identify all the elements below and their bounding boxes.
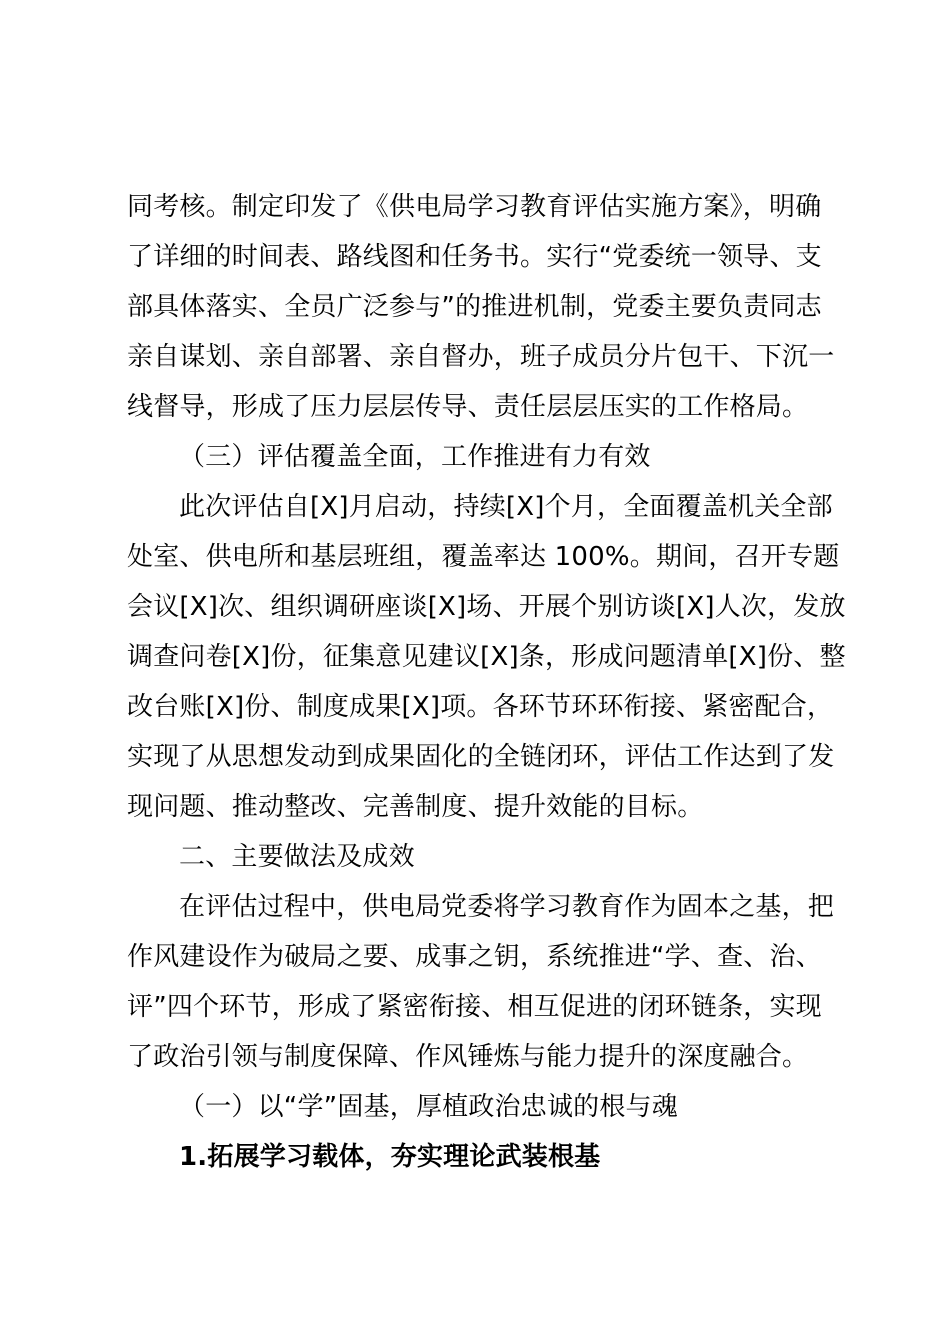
paragraph-line: 部具体落实、全员广泛参与”的推进机制，党委主要负责同志 (127, 292, 822, 322)
paragraph-line: 会议[X]次、组织调研座谈[X]场、开展个别访谈[X]人次，发放 (127, 592, 846, 622)
paragraph-line: 评”四个环节，形成了紧密衔接、相互促进的闭环链条，实现 (127, 992, 822, 1022)
paragraph-line: 了详细的时间表、路线图和任务书。实行“党委统一领导、支 (127, 242, 822, 272)
paragraph-line: 处室、供电所和基层班组，覆盖率达 100%。期间，召开专题 (127, 542, 840, 572)
paragraph-line: 此次评估自[X]月启动，持续[X]个月，全面覆盖机关全部 (179, 492, 833, 522)
paragraph-line: 亲自谋划、亲自部署、亲自督办，班子成员分片包干、下沉一 (127, 342, 835, 372)
paragraph-line: 改台账[X]份、制度成果[X]项。各环节环环衔接、紧密配合， (127, 692, 834, 722)
chapter-heading: 二、主要做法及成效 (179, 842, 415, 872)
paragraph-line: 实现了从思想发动到成果固化的全链闭环，评估工作达到了发 (127, 742, 835, 772)
subsection-heading: 1.拓展学习载体，夯实理论武装根基 (179, 1142, 601, 1172)
paragraph-line: 线督导，形成了压力层层传导、责任层层压实的工作格局。 (127, 392, 809, 422)
paragraph-line: 了政治引领与制度保障、作风锤炼与能力提升的深度融合。 (127, 1042, 809, 1072)
section-heading-1: （一）以“学”固基，厚植政治忠诚的根与魂 (179, 1092, 678, 1122)
paragraph-line: 同考核。制定印发了《供电局学习教育评估实施方案》，明确 (127, 192, 822, 222)
paragraph-line: 现问题、推动整改、完善制度、提升效能的目标。 (127, 792, 704, 822)
paragraph-line: 在评估过程中，供电局党委将学习教育作为固本之基，把 (179, 892, 835, 922)
paragraph-line: 调查问卷[X]份，征集意见建议[X]条，形成问题清单[X]份、整 (127, 642, 846, 672)
paragraph-line: 作风建设作为破局之要、成事之钥，系统推进“学、查、治、 (127, 942, 822, 972)
document-body (127, 182, 846, 1182)
section-heading-3: （三）评估覆盖全面，工作推进有力有效 (179, 442, 651, 472)
